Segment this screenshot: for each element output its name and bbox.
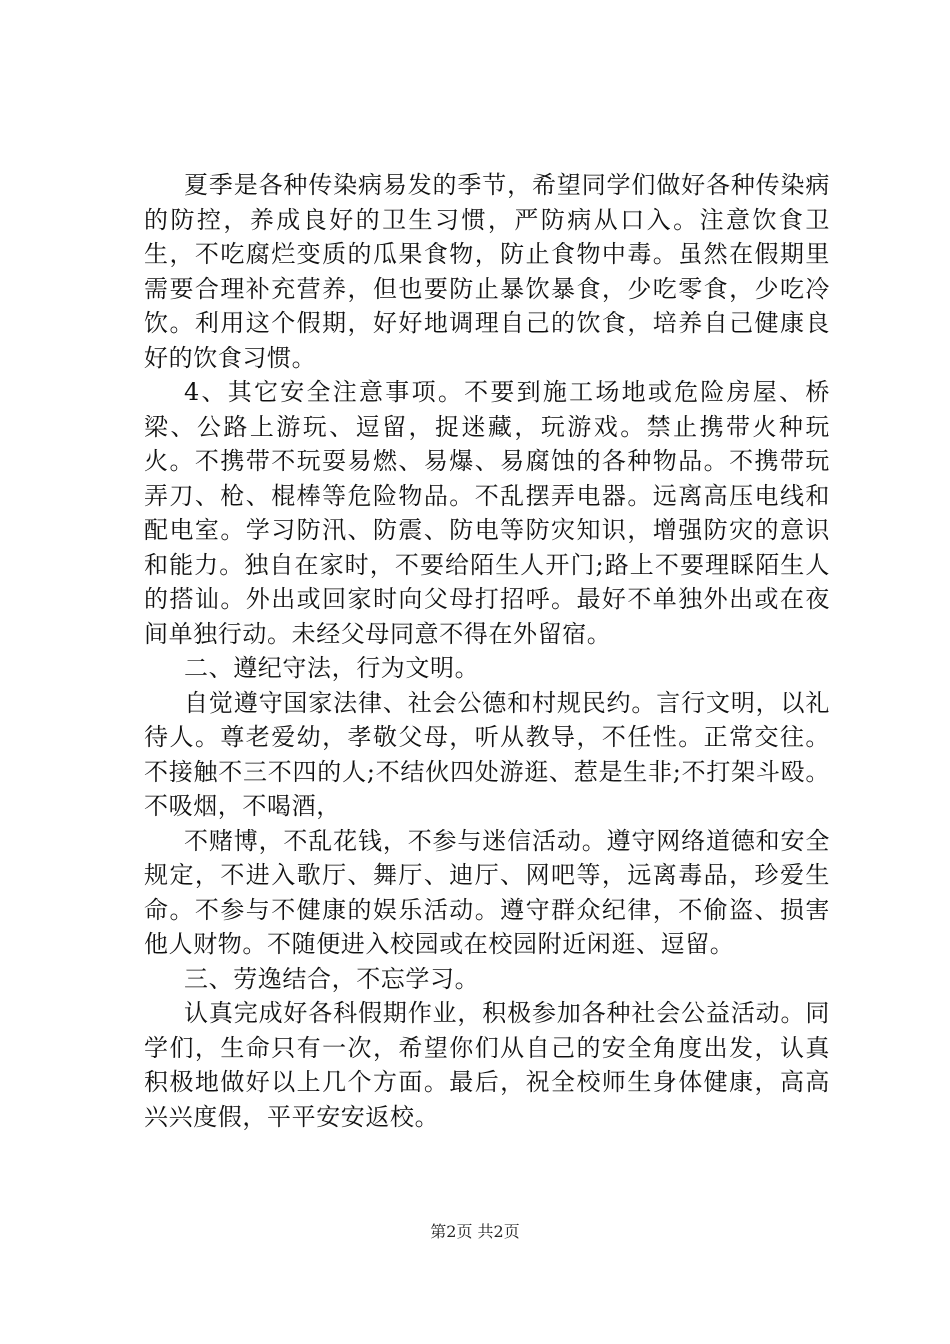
paragraph-other-safety: 4、其它安全注意事项。不要到施工场地或危险房屋、桥梁、公路上游玩、逗留，捉迷藏，玩游戏。禁止携带火种玩火。不携带不玩耍易燃、易爆、易腐蚀的各种物品。不携带玩弄刀、枪、棍棒等危险物品。不乱摆弄电器。远离高压电线和配电室。学习防汛、防震、防电等防灾知识，增强防灾的意识和能力。独自在家时，不要给陌生人开门;路上不要理睬陌生人的搭讪。外出或回家时向父母打招呼。最好不单独外出或在夜间单独行动。未经父母同意不得在外留宿。 bbox=[144, 378, 830, 648]
paragraph-law-2: 不赌博，不乱花钱，不参与迷信活动。遵守网络道德和安全规定，不进入歌厅、舞厅、迪厅、网吧等，远离毒品，珍爱生命。不参与不健康的娱乐活动。遵守群众纪律，不偷盗、损害他人财物。不随便进入校园或在校园附近闲逛、逗留。 bbox=[144, 826, 830, 958]
paragraph-summer-hygiene: 夏季是各种传染病易发的季节，希望同学们做好各种传染病的防控，养成良好的卫生习惯，严防病从口入。注意饮食卫生，不吃腐烂变质的瓜果食物，防止食物中毒。虽然在假期里需要合理补充营养，但也要防止暴饮暴食，少吃零食，少吃冷饮。利用这个假期，好好地调理自己的饮食，培养自己健康良好的饮食习惯。 bbox=[144, 171, 830, 372]
section-heading-study: 三、劳逸结合，不忘学习。 bbox=[184, 964, 480, 993]
paragraph-law-1: 自觉遵守国家法律、社会公德和村规民约。言行文明，以礼待人。尊老爱幼，孝敬父母，听从教导，不任性。正常交往。不接触不三不四的人;不结伙四处游逛、惹是生非;不打架斗殴。不吸烟，不喝酒， bbox=[144, 688, 830, 820]
page-footer: 第2页 共2页 bbox=[430, 1222, 520, 1241]
document-body bbox=[144, 168, 830, 1134]
paragraph-study: 认真完成好各科假期作业，积极参加各种社会公益活动。同学们，生命只有一次，希望你们从自己的安全角度出发，认真积极地做好以上几个方面。最后，祝全校师生身体健康，高高兴兴度假，平平安安返校。 bbox=[144, 999, 830, 1131]
section-heading-law: 二、遵纪守法，行为文明。 bbox=[184, 654, 480, 682]
